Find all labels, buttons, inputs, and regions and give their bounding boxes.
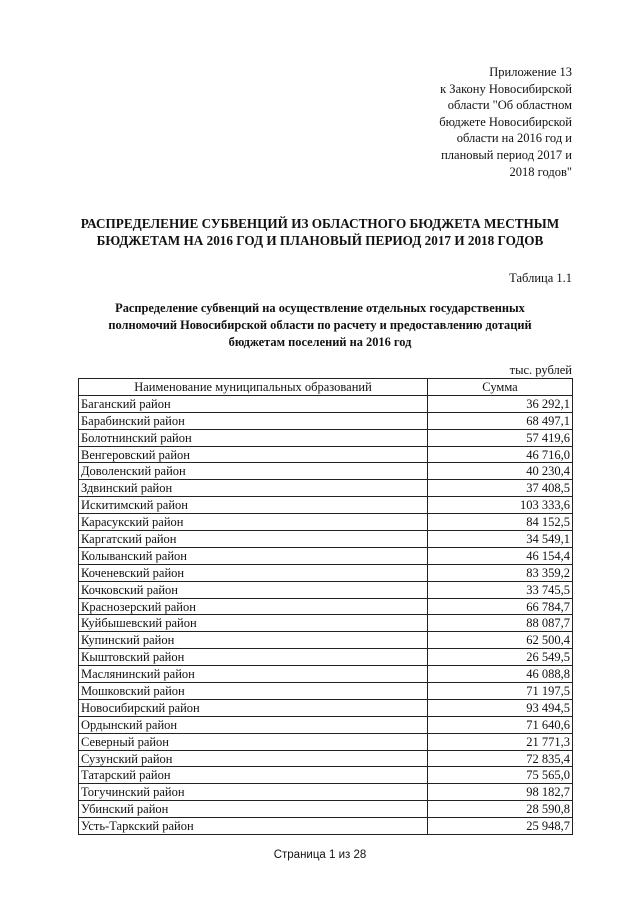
table-row — [79, 666, 573, 683]
amount-cell: 93 494,5 — [428, 699, 573, 716]
table-row — [79, 649, 573, 666]
amount-cell: 21 771,3 — [428, 733, 573, 750]
table-row — [79, 767, 573, 784]
table-row — [79, 514, 573, 531]
document-title — [60, 215, 580, 249]
district-name-cell: Краснозерский район — [79, 598, 428, 615]
amount-cell: 88 087,7 — [428, 615, 573, 632]
table-row — [79, 480, 573, 497]
district-name-cell: Ордынский район — [79, 716, 428, 733]
district-name-cell: Куйбышевский район — [79, 615, 428, 632]
district-name-cell: Баганский район — [79, 395, 428, 412]
appendix-note — [402, 64, 572, 180]
table-row — [79, 564, 573, 581]
table-row — [79, 429, 573, 446]
subtitle-line: полномочий Новосибирской области по расчету и предоставлению дотаций — [108, 318, 532, 332]
amount-cell: 28 590,8 — [428, 801, 573, 818]
amount-cell: 46 088,8 — [428, 666, 573, 683]
subsidy-table — [78, 378, 573, 835]
table-row — [79, 733, 573, 750]
title-line: БЮДЖЕТАМ НА 2016 ГОД И ПЛАНОВЫЙ ПЕРИОД 2017 И 2018 ГОДОВ — [96, 233, 544, 248]
amount-cell: 84 152,5 — [428, 514, 573, 531]
amount-cell: 34 549,1 — [428, 531, 573, 548]
table-row — [79, 699, 573, 716]
appendix-line: 2018 годов" — [509, 164, 572, 179]
table-row — [79, 615, 573, 632]
table-row — [79, 818, 573, 835]
district-name-cell: Тогучинский район — [79, 784, 428, 801]
table-row — [79, 683, 573, 700]
amount-cell: 57 419,6 — [428, 429, 573, 446]
table-row — [79, 395, 573, 412]
table-row — [79, 598, 573, 615]
table-row — [79, 784, 573, 801]
table-row — [79, 801, 573, 818]
table-row — [79, 412, 573, 429]
district-name-cell: Сузунский район — [79, 750, 428, 767]
appendix-line: бюджете Новосибирской — [439, 114, 572, 129]
amount-cell: 36 292,1 — [428, 395, 573, 412]
appendix-line: плановый период 2017 и — [441, 147, 572, 162]
district-name-cell: Искитимский район — [79, 497, 428, 514]
amount-cell: 68 497,1 — [428, 412, 573, 429]
appendix-line: Приложение 13 — [489, 65, 572, 79]
amount-cell: 62 500,4 — [428, 632, 573, 649]
district-name-cell: Карасукский район — [79, 514, 428, 531]
table-row — [79, 497, 573, 514]
amount-cell: 72 835,4 — [428, 750, 573, 767]
page-counter: Страница 1 из 28 — [273, 849, 367, 861]
district-name-cell: Здвинский район — [79, 480, 428, 497]
table-row — [79, 463, 573, 480]
amount-cell: 40 230,4 — [428, 463, 573, 480]
subtitle-line: Распределение субвенций на осуществление отдельных государственных — [115, 301, 525, 315]
table-row — [79, 547, 573, 564]
district-name-cell: Новосибирский район — [79, 699, 428, 716]
district-name-cell: Каргатский район — [79, 531, 428, 548]
amount-cell: 66 784,7 — [428, 598, 573, 615]
table-row — [79, 632, 573, 649]
units-label: тыс. рублей — [509, 363, 572, 377]
table-row — [79, 581, 573, 598]
amount-cell: 103 333,6 — [428, 497, 573, 514]
amount-cell: 71 640,6 — [428, 716, 573, 733]
table-subtitle — [85, 300, 555, 351]
amount-cell: 46 154,4 — [428, 547, 573, 564]
district-name-cell: Кочковский район — [79, 581, 428, 598]
table-row — [79, 446, 573, 463]
district-name-cell: Болотнинский район — [79, 429, 428, 446]
district-name-cell: Усть-Таркский район — [79, 818, 428, 835]
district-name-cell: Мошковский район — [79, 683, 428, 700]
amount-cell: 26 549,5 — [428, 649, 573, 666]
header-name: Наименование муниципальных образований — [79, 379, 428, 396]
amount-cell: 75 565,0 — [428, 767, 573, 784]
district-name-cell: Купинский район — [79, 632, 428, 649]
amount-cell: 37 408,5 — [428, 480, 573, 497]
amount-cell: 83 359,2 — [428, 564, 573, 581]
district-name-cell: Колыванский район — [79, 547, 428, 564]
appendix-line: области "Об областном — [447, 98, 572, 113]
appendix-line: области на 2016 год и — [456, 131, 572, 146]
amount-cell: 71 197,5 — [428, 683, 573, 700]
district-name-cell: Кыштовский район — [79, 649, 428, 666]
district-name-cell: Убинский район — [79, 801, 428, 818]
appendix-line: к Закону Новосибирской — [440, 81, 572, 96]
table-label: Таблица 1.1 — [509, 271, 572, 285]
district-name-cell: Доволенский район — [79, 463, 428, 480]
district-name-cell: Маслянинский район — [79, 666, 428, 683]
district-name-cell: Венгеровский район — [79, 446, 428, 463]
district-name-cell: Татарский район — [79, 767, 428, 784]
amount-cell: 46 716,0 — [428, 446, 573, 463]
amount-cell: 25 948,7 — [428, 818, 573, 835]
header-sum: Сумма — [428, 379, 573, 396]
title-line: РАСПРЕДЕЛЕНИЕ СУБВЕНЦИЙ ИЗ ОБЛАСТНОГО БЮДЖЕТА МЕСТНЫМ — [80, 216, 560, 231]
table-body — [79, 395, 573, 834]
amount-cell: 98 182,7 — [428, 784, 573, 801]
district-name-cell: Коченевский район — [79, 564, 428, 581]
table-row — [79, 716, 573, 733]
district-name-cell: Барабинский район — [79, 412, 428, 429]
amount-cell: 33 745,5 — [428, 581, 573, 598]
table-header-row — [79, 379, 573, 396]
district-name-cell: Северный район — [79, 733, 428, 750]
table-row — [79, 750, 573, 767]
subtitle-line: бюджетам поселений на 2016 год — [228, 335, 412, 349]
table-row — [79, 531, 573, 548]
